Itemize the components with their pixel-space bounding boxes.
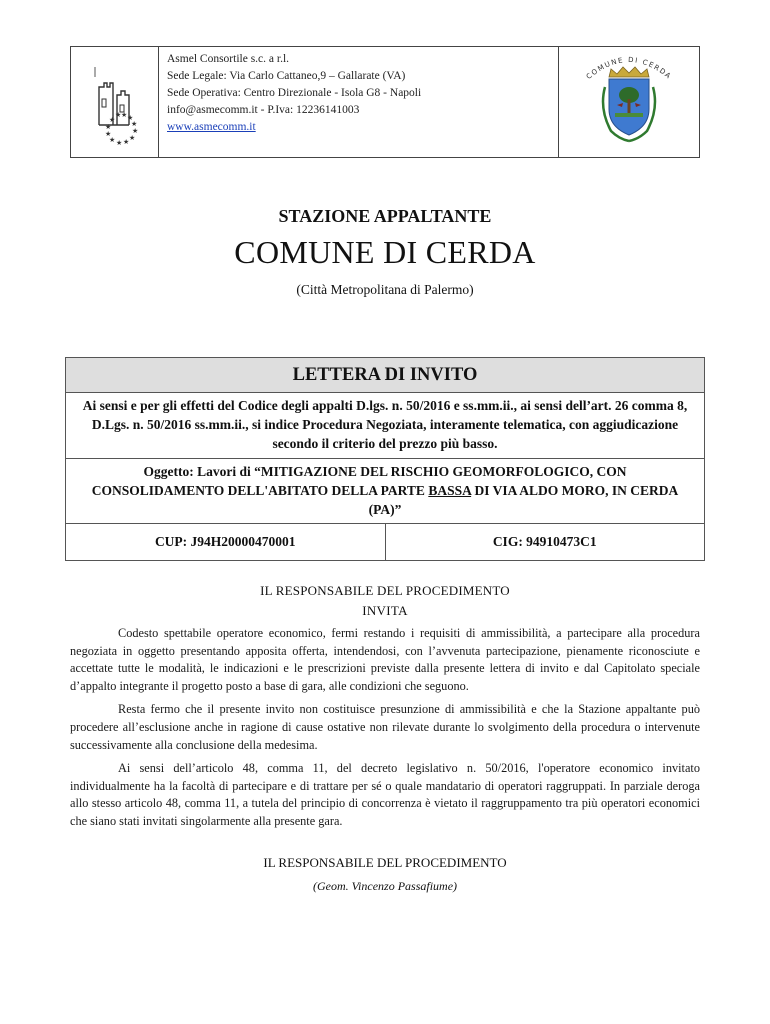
website-link[interactable]: www.asmecomm.it <box>167 121 256 133</box>
contact-vat: info@asmecomm.it - P.Iva: 12236141003 <box>167 104 360 116</box>
responsabile-heading: IL RESPONSABILE DEL PROCEDIMENTO <box>260 583 510 598</box>
svg-text:★: ★ <box>105 123 112 131</box>
legal-basis-text: Ai sensi e per gli effetti del Codice degli appalti D.lgs. n. 50/2016 e ss.mm.ii., ai sensi dell’art. 26 comma 8, D.Lgs. n. 50/2016 ss.mm.ii., si indice Procedura Negoziata, interamente telematica, con aggiudicazione secondo il criterio del prezzo più basso. <box>66 393 704 459</box>
operational-address: Sede Operativa: Centro Direzionale - Isola G8 - Napoli <box>167 87 422 99</box>
svg-text:★: ★ <box>116 139 123 147</box>
comune-title: COMUNE DI CERDA <box>234 234 536 270</box>
svg-text:★: ★ <box>115 111 122 119</box>
svg-text:★: ★ <box>121 111 128 119</box>
letter-body <box>70 625 700 837</box>
company-info <box>159 47 559 157</box>
svg-text:★: ★ <box>109 116 116 124</box>
letterhead <box>70 46 700 158</box>
citta-subtitle: (Città Metropolitana di Palermo) <box>296 282 474 297</box>
svg-text:★: ★ <box>132 127 139 135</box>
svg-text:★: ★ <box>123 138 130 146</box>
paragraph: Resta fermo che il presente invito non costituisce presunzione di ammissibilità e che la Stazione appaltante può procedere all’esclusione anche in ragione di cause ostative non rilevate durante lo svolgimento della procedura o intervenute successivamente alla conclusione della medesima. <box>70 702 700 752</box>
svg-text:★: ★ <box>127 114 134 122</box>
crest-lettering: COMUNE DI CERDA <box>584 55 674 81</box>
cup-code: CUP: J94H20000470001 <box>66 524 386 560</box>
paragraph: Ai sensi dell’articolo 48, comma 11, del decreto legislativo n. 50/2016, l'operatore economico invitato individualmente ha la facoltà di partecipare e di trattare per sé o quale mandatario di operatori raggruppati. In parziale deroga allo stesso articolo 48, comma 11, a tutela del principio di concorrenza è vietato il raggruppamento tra più operatori economici che siano stati invitati singolarmente alla presente gara. <box>70 761 700 828</box>
comune-crest <box>559 47 699 157</box>
cig-code: CIG: 94910473C1 <box>492 534 597 549</box>
asmel-logo <box>71 47 158 157</box>
crest-cell <box>559 47 699 157</box>
subject-suffix: DI VIA ALDO MORO, IN CERDA (PA)” <box>368 483 679 517</box>
stazione-appaltante-label: STAZIONE APPALTANTE <box>278 206 492 226</box>
legal-address: Sede Legale: Via Carlo Cattaneo,9 – Gallarate (VA) <box>167 70 406 82</box>
signature-name: (Geom. Vincenzo Passafiume) <box>312 879 458 893</box>
svg-text:★: ★ <box>129 134 136 142</box>
letter-heading: LETTERA DI INVITO <box>66 358 704 393</box>
company-name: Asmel Consortile s.c. a r.l. <box>167 53 290 65</box>
asmel-logo-cell <box>71 47 159 157</box>
subject-text <box>66 459 704 524</box>
signature-title: IL RESPONSABILE DEL PROCEDIMENTO <box>263 855 507 870</box>
invita-heading: INVITA <box>362 603 408 618</box>
svg-text:★: ★ <box>109 136 116 144</box>
codes-row <box>66 524 704 560</box>
invitation-box <box>65 357 705 561</box>
subject-underlined: BASSA <box>428 483 472 498</box>
paragraph: Codesto spettabile operatore economico, fermi restando i requisiti di ammissibilità, a partecipare alla procedura negoziata in oggetto presentando apposita offerta, intendendosi, con l’avvenuta partecipazione, pienamente riconosciute e accettate tutte le modalità, le indicazioni e le prescrizioni previste dalla presente lettera di invito e dal Capitolato speciale d’appalto integrante il progetto posto a base di gara, alle condizioni che seguono. <box>70 626 700 693</box>
subject-prefix: Oggetto: Lavori di “MITIGAZIONE DEL RISCHIO GEOMORFOLOGICO, CON CONSOLIDAMENTO DELL'ABITATO DELLA PARTE <box>91 464 627 498</box>
svg-text:★: ★ <box>105 130 112 138</box>
svg-text:★: ★ <box>131 120 138 128</box>
